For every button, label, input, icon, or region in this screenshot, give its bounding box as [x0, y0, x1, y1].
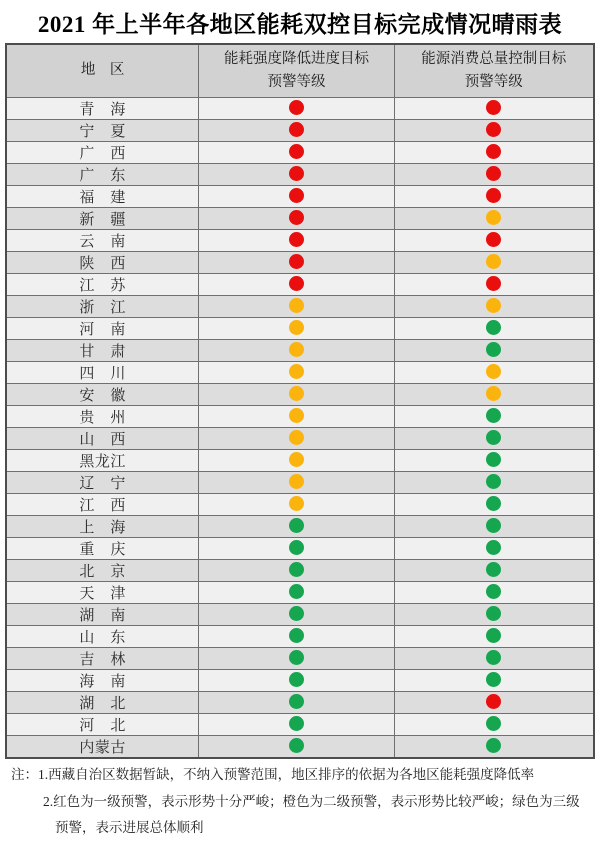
region-cell: 江 苏 [6, 274, 199, 296]
consumption-warning-dot-green [486, 650, 501, 665]
consumption-warning-dot-red [486, 166, 501, 181]
intensity-cell [199, 582, 394, 604]
footnotes [7, 768, 593, 835]
consumption-warning-dot-green [486, 540, 501, 555]
region-cell: 北 京 [6, 560, 199, 582]
consumption-warning-dot-green [486, 584, 501, 599]
table-row [6, 230, 594, 252]
header-intensity-line2: 预警等级 [267, 74, 326, 90]
footnote-2: 2.红色为一级预警，表示形势十分严峻；橙色为二级预警，表示形势比较严峻；绿色为三级 [43, 793, 580, 809]
region-cell: 重 庆 [6, 538, 199, 560]
total-cell [394, 714, 594, 736]
total-cell [394, 560, 594, 582]
region-cell: 四 川 [6, 362, 199, 384]
total-cell [394, 406, 594, 428]
intensity-warning-dot-red [289, 122, 304, 137]
intensity-warning-dot-green [289, 650, 304, 665]
consumption-warning-dot-red [486, 276, 501, 291]
total-cell [394, 384, 594, 406]
intensity-cell [199, 692, 394, 714]
table-row [6, 692, 594, 714]
region-cell: 云 南 [6, 230, 199, 252]
total-cell [394, 362, 594, 384]
intensity-warning-dot-green [289, 738, 304, 753]
consumption-warning-dot-green [486, 474, 501, 489]
total-cell [394, 582, 594, 604]
intensity-warning-dot-green [289, 518, 304, 533]
consumption-warning-dot-green [486, 672, 501, 687]
total-cell [394, 340, 594, 362]
footnote-1-text: 1.西藏自治区数据暂缺，不纳入预警范围，地区排序的依据为各地区能耗强度降低率 [38, 767, 535, 782]
consumption-warning-dot-green [486, 430, 501, 445]
region-cell: 海 南 [6, 670, 199, 692]
table-row [6, 626, 594, 648]
total-cell [394, 604, 594, 626]
intensity-cell [199, 164, 394, 186]
table-row [6, 164, 594, 186]
region-cell: 山 西 [6, 428, 199, 450]
total-cell [394, 186, 594, 208]
consumption-warning-dot-green [486, 408, 501, 423]
consumption-warning-dot-orange [486, 210, 501, 225]
total-cell [394, 670, 594, 692]
intensity-cell [199, 736, 394, 759]
table-row [6, 340, 594, 362]
intensity-warning-dot-orange [289, 496, 304, 511]
table-row [6, 670, 594, 692]
consumption-warning-dot-red [486, 694, 501, 709]
region-cell: 天 津 [6, 582, 199, 604]
consumption-warning-dot-orange [486, 364, 501, 379]
barometer-table [5, 43, 595, 759]
page-title: 2021 年上半年各地区能耗双控目标完成情况晴雨表 [37, 12, 563, 37]
table-header [6, 44, 594, 98]
intensity-warning-dot-orange [289, 320, 304, 335]
total-cell [394, 472, 594, 494]
region-cell: 内蒙古 [6, 736, 199, 759]
intensity-cell [199, 560, 394, 582]
intensity-cell [199, 340, 394, 362]
consumption-warning-dot-green [486, 606, 501, 621]
intensity-warning-dot-green [289, 716, 304, 731]
table-row [6, 714, 594, 736]
consumption-warning-dot-green [486, 562, 501, 577]
region-cell: 广 东 [6, 164, 199, 186]
intensity-warning-dot-orange [289, 342, 304, 357]
consumption-warning-dot-orange [486, 298, 501, 313]
total-cell [394, 296, 594, 318]
header-intensity-line1: 能耗强度降低进度目标 [223, 50, 369, 67]
header-row [6, 44, 594, 98]
intensity-cell [199, 296, 394, 318]
intensity-cell [199, 406, 394, 428]
intensity-warning-dot-green [289, 606, 304, 621]
table-row [6, 186, 594, 208]
intensity-warning-dot-red [289, 276, 304, 291]
header-region: 地 区 [6, 44, 199, 98]
total-cell [394, 208, 594, 230]
region-cell: 河 南 [6, 318, 199, 340]
table-row [6, 472, 594, 494]
intensity-cell [199, 186, 394, 208]
region-cell: 河 北 [6, 714, 199, 736]
intensity-warning-dot-green [289, 540, 304, 555]
table-row [6, 406, 594, 428]
region-cell: 上 海 [6, 516, 199, 538]
total-cell [394, 538, 594, 560]
consumption-warning-dot-green [486, 716, 501, 731]
intensity-warning-dot-red [289, 144, 304, 159]
region-cell: 贵 州 [6, 406, 199, 428]
header-consumption-line2: 预警等级 [464, 74, 523, 90]
region-cell: 福 建 [6, 186, 199, 208]
total-cell [394, 230, 594, 252]
table-row [6, 384, 594, 406]
total-cell [394, 252, 594, 274]
intensity-warning-dot-red [289, 100, 304, 115]
consumption-warning-dot-orange [486, 386, 501, 401]
intensity-warning-dot-red [289, 166, 304, 181]
intensity-warning-dot-green [289, 694, 304, 709]
total-cell [394, 142, 594, 164]
total-cell [394, 736, 594, 759]
consumption-warning-dot-green [486, 320, 501, 335]
intensity-warning-dot-orange [289, 430, 304, 445]
consumption-warning-dot-green [486, 628, 501, 643]
intensity-cell [199, 362, 394, 384]
table-body [6, 98, 594, 759]
total-cell [394, 120, 594, 142]
intensity-warning-dot-green [289, 628, 304, 643]
table-row [6, 560, 594, 582]
region-cell: 宁 夏 [6, 120, 199, 142]
total-cell [394, 428, 594, 450]
intensity-cell [199, 494, 394, 516]
region-cell: 山 东 [6, 626, 199, 648]
table-row [6, 428, 594, 450]
consumption-warning-dot-green [486, 342, 501, 357]
intensity-warning-dot-red [289, 188, 304, 203]
intensity-cell [199, 252, 394, 274]
intensity-warning-dot-red [289, 232, 304, 247]
consumption-warning-dot-red [486, 144, 501, 159]
intensity-warning-dot-green [289, 584, 304, 599]
intensity-warning-dot-orange [289, 364, 304, 379]
intensity-warning-dot-orange [289, 298, 304, 313]
total-cell [394, 164, 594, 186]
table-row [6, 648, 594, 670]
table-row [6, 252, 594, 274]
table-row [6, 582, 594, 604]
region-cell: 江 西 [6, 494, 199, 516]
intensity-cell [199, 450, 394, 472]
total-cell [394, 648, 594, 670]
intensity-warning-dot-orange [289, 452, 304, 467]
header-consumption-target [394, 44, 594, 98]
region-cell: 安 徽 [6, 384, 199, 406]
total-cell [394, 516, 594, 538]
intensity-cell [199, 274, 394, 296]
consumption-warning-dot-green [486, 518, 501, 533]
consumption-warning-dot-green [486, 496, 501, 511]
region-cell: 甘 肃 [6, 340, 199, 362]
intensity-cell [199, 384, 394, 406]
table-row [6, 362, 594, 384]
table-row [6, 516, 594, 538]
intensity-warning-dot-red [289, 210, 304, 225]
consumption-warning-dot-green [486, 452, 501, 467]
footnote-1 [7, 768, 593, 782]
intensity-cell [199, 472, 394, 494]
region-cell: 新 疆 [6, 208, 199, 230]
consumption-warning-dot-red [486, 232, 501, 247]
region-cell: 吉 林 [6, 648, 199, 670]
intensity-cell [199, 626, 394, 648]
total-cell [394, 98, 594, 120]
table-row [6, 274, 594, 296]
consumption-warning-dot-red [486, 188, 501, 203]
total-cell [394, 494, 594, 516]
region-cell: 浙 江 [6, 296, 199, 318]
intensity-cell [199, 230, 394, 252]
header-consumption-line1: 能源消费总量控制目标 [421, 50, 567, 67]
table-row [6, 318, 594, 340]
table-row [6, 120, 594, 142]
intensity-warning-dot-red [289, 254, 304, 269]
intensity-cell [199, 648, 394, 670]
intensity-cell [199, 604, 394, 626]
intensity-cell [199, 142, 394, 164]
barometer-page [0, 7, 600, 844]
intensity-warning-dot-orange [289, 474, 304, 489]
region-cell: 青 海 [6, 98, 199, 120]
intensity-warning-dot-orange [289, 386, 304, 401]
table-row [6, 494, 594, 516]
intensity-cell [199, 516, 394, 538]
intensity-cell [199, 318, 394, 340]
intensity-cell [199, 538, 394, 560]
region-cell: 广 西 [6, 142, 199, 164]
table-row [6, 98, 594, 120]
region-cell: 辽 宁 [6, 472, 199, 494]
total-cell [394, 318, 594, 340]
intensity-cell [199, 98, 394, 120]
table-row [6, 604, 594, 626]
consumption-warning-dot-red [486, 100, 501, 115]
table-row [6, 736, 594, 759]
footnote-label: 注： [11, 767, 38, 782]
intensity-warning-dot-green [289, 672, 304, 687]
intensity-cell [199, 714, 394, 736]
consumption-warning-dot-orange [486, 254, 501, 269]
header-intensity-target [199, 44, 394, 98]
region-cell: 黑龙江 [6, 450, 199, 472]
table-row [6, 142, 594, 164]
total-cell [394, 274, 594, 296]
intensity-warning-dot-green [289, 562, 304, 577]
total-cell [394, 450, 594, 472]
table-row [6, 538, 594, 560]
table-row [6, 208, 594, 230]
region-cell: 陕 西 [6, 252, 199, 274]
intensity-cell [199, 208, 394, 230]
region-cell: 湖 北 [6, 692, 199, 714]
table-row [6, 296, 594, 318]
intensity-cell [199, 670, 394, 692]
consumption-warning-dot-red [486, 122, 501, 137]
total-cell [394, 626, 594, 648]
region-cell: 湖 南 [6, 604, 199, 626]
consumption-warning-dot-green [486, 738, 501, 753]
table-row [6, 450, 594, 472]
total-cell [394, 692, 594, 714]
intensity-warning-dot-orange [289, 408, 304, 423]
intensity-cell [199, 428, 394, 450]
intensity-cell [199, 120, 394, 142]
footnote-3: 预警，表示进展总体顺利 [55, 820, 204, 835]
